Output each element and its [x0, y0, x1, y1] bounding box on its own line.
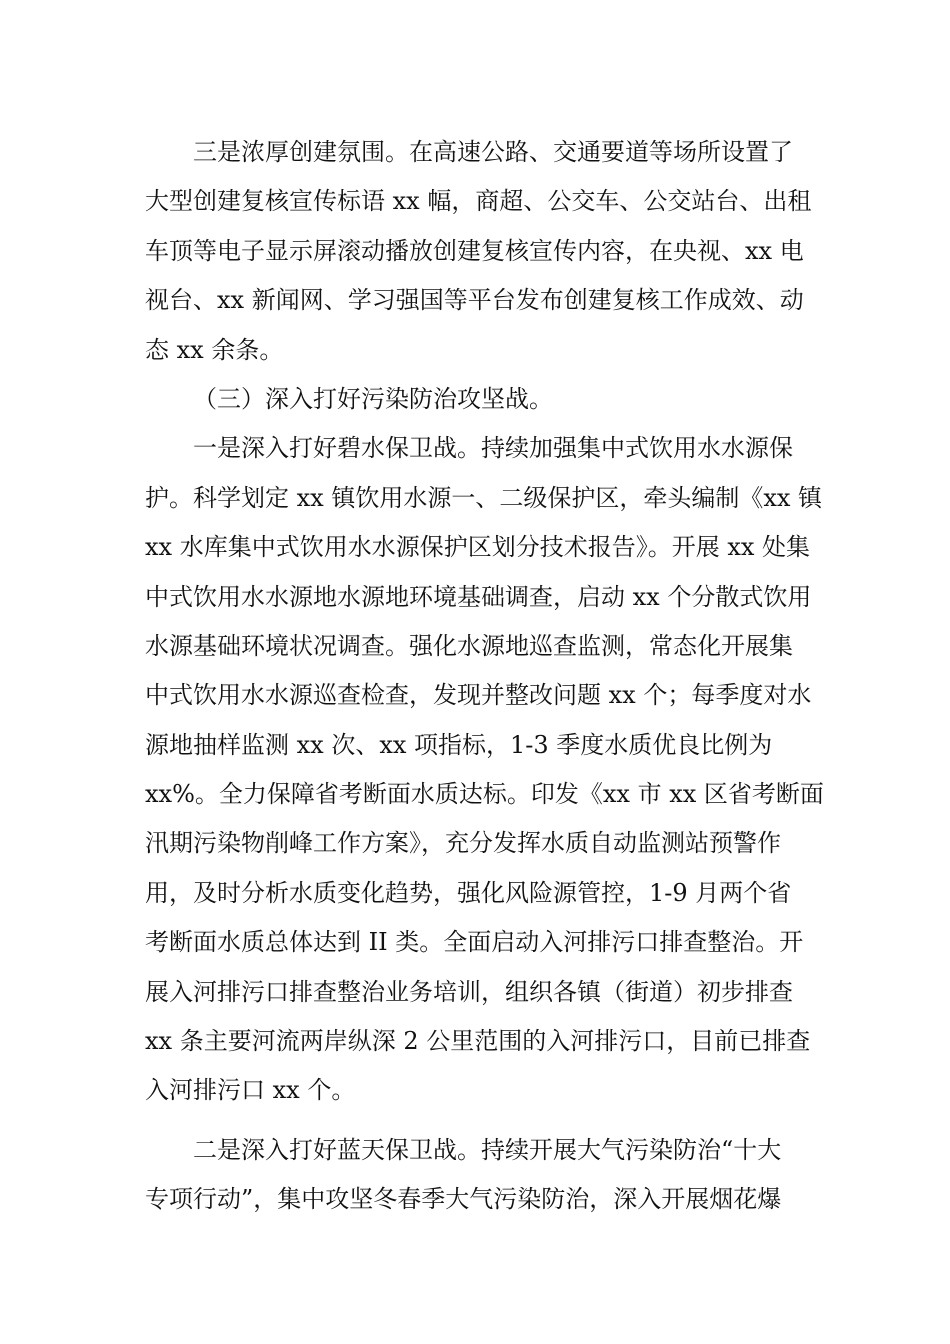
text-line: 二是深入打好蓝天保卫战。持续开展大气污染防治“十大 — [193, 1135, 782, 1164]
paragraph-creation-atmosphere — [145, 128, 810, 375]
text-line: 车顶等电子显示屏滚动播放创建复核宣传内容，在央视、xx 电 — [145, 236, 804, 265]
text-line: xx 水库集中式饮用水水源保护区划分技术报告》。开展 xx 处集 — [145, 533, 811, 562]
text-line: 中式饮用水水源地水源地环境基础调查，启动 xx 个分散式饮用 — [145, 582, 812, 611]
paragraph-clear-water — [145, 424, 824, 1115]
text-line: 汛期污染物削峰工作方案》，充分发挥水质自动监测站预警作 — [145, 829, 781, 858]
section-heading — [145, 375, 810, 424]
text-line: 水源基础环境状况调查。强化水源地巡查监测，常态化开展集 — [145, 631, 793, 660]
text-line: 护。科学划定 xx 镇饮用水源一、二级保护区，牵头编制《xx 镇 — [145, 483, 823, 512]
text-line: 源地抽样监测 xx 次、xx 项指标，1-3 季度水质优良比例为 — [145, 730, 773, 759]
text-line: 中式饮用水水源巡查检查，发现并整改问题 xx 个；每季度对水 — [145, 681, 812, 710]
text-line: 考断面水质总体达到 II 类。全面启动入河排污口排查整治。开 — [145, 928, 804, 957]
text-line: 入河排污口 xx 个。 — [145, 1076, 356, 1105]
text-line: 用，及时分析水质变化趋势，强化风险源管控，1-9 月两个省 — [145, 878, 792, 907]
text-line: 三是浓厚创建氛围。在高速公路、交通要道等场所设置了 — [193, 138, 793, 166]
document-body — [145, 128, 824, 1225]
text-line: 专项行动”，集中攻坚冬春季大气污染防治，深入开展烟花爆 — [145, 1185, 782, 1214]
text-line: 大型创建复核宣传标语 xx 幅，商超、公交车、公交站台、出租 — [145, 187, 812, 216]
text-line: xx 条主要河流两岸纵深 2 公里范围的入河排污口，目前已排查 — [145, 1027, 811, 1056]
text-line: 态 xx 余条。 — [145, 335, 284, 364]
paragraph-spacer — [145, 1116, 810, 1126]
paragraph-blue-sky — [145, 1126, 810, 1225]
text-line: 视台、xx 新闻网、学习强国等平台发布创建复核工作成效、动 — [145, 286, 804, 315]
heading-line: （三）深入打好污染防治攻坚战。 — [193, 384, 553, 413]
text-line: 展入河排污口排查整治业务培训，组织各镇（街道）初步排查 — [145, 977, 793, 1006]
text-line: xx%。全力保障省考断面水质达标。印发《xx 市 xx 区省考断面 — [145, 780, 824, 809]
text-line: 一是深入打好碧水保卫战。持续加强集中式饮用水水源保 — [193, 434, 793, 463]
